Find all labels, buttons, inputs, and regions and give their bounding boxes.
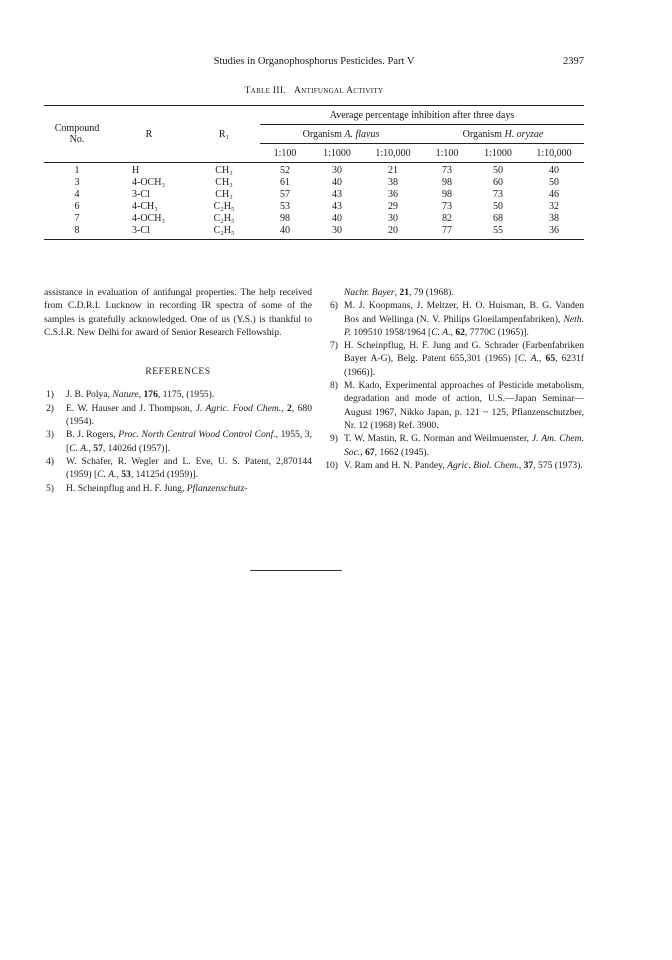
cell-inhibition-value: 29 xyxy=(388,201,398,212)
right-column xyxy=(318,286,584,472)
header-dilution: 1:1000 xyxy=(310,144,364,163)
cell-inhibition-value: 40 xyxy=(332,213,342,224)
header-dilution: 1:10,000 xyxy=(364,144,422,163)
cell-inhibition-value: 50 xyxy=(493,165,503,176)
cell-inhibition-value: 77 xyxy=(422,225,472,240)
cell-inhibition-value: 43 xyxy=(332,189,342,200)
cell-inhibition-value: 21 xyxy=(388,165,398,176)
cell-compound-no: 8 xyxy=(44,225,110,240)
reference-item: 4) W. Schafer, R. Wegler and L. Eve, U. S. Patent, 2,870144 (1959) [C. A., 53, 14125d (1959)]. xyxy=(46,455,312,481)
cell-inhibition-value: 60 xyxy=(493,177,503,188)
table-row xyxy=(44,201,584,213)
cell-r1: C₂H₅ xyxy=(213,201,235,212)
reference-item: 8) M. Kado, Experimental approaches of Pesticide metabolism, degradation and mode of action, U.S.—Japan Seminar—August 1967, Nikko Japan, p. 121 ~ 125, Pflanzenschutzber, Nr. 12 (1968) Ref. 3900. xyxy=(330,380,584,431)
table-caption xyxy=(44,86,584,96)
cell-inhibition-value: 40 xyxy=(260,225,310,240)
reference-item: 5) H. Scheinpflug and H. F. Jung, Pflanzenschutz- xyxy=(46,482,248,494)
cell-inhibition-value: 43 xyxy=(332,201,342,212)
cell-inhibition-value: 20 xyxy=(364,225,422,240)
header-dilution: 1:100 xyxy=(422,144,472,163)
cell-inhibition-value: 61 xyxy=(280,177,290,188)
cell-compound-no: 4 xyxy=(74,189,80,200)
header-organism-flavus: Organism A. flavus xyxy=(260,125,422,144)
cell-compound-no: 3 xyxy=(74,177,80,188)
references-heading: REFERENCES xyxy=(145,366,211,378)
table-row xyxy=(44,189,584,201)
header-dilution: 1:1000 xyxy=(472,144,524,163)
cell-inhibition-value: 50 xyxy=(549,177,559,188)
header-average-inhibition: Average percentage inhibition after three days xyxy=(260,106,584,125)
cell-inhibition-value: 57 xyxy=(280,189,290,200)
cell-inhibition-value: 50 xyxy=(493,201,503,212)
reference-item: 7) H. Scheinpflug, H. F. Jung and G. Schrader (Farbenfabriken Bayer A-G), Belg. Patent 655,301 (1965) [C. A., 65, 6231f (1966)]. xyxy=(330,340,585,378)
cell-inhibition-value: 52 xyxy=(280,165,290,176)
cell-inhibition-value: 73 xyxy=(442,201,452,212)
cell-inhibition-value: 68 xyxy=(493,213,503,224)
cell-r1: CH₃ xyxy=(215,189,233,200)
cell-inhibition-value: 40 xyxy=(332,177,342,188)
cell-inhibition-value: 30 xyxy=(332,165,342,176)
table-caption-prefix: Table III. xyxy=(244,86,286,96)
cell-inhibition-value: 55 xyxy=(472,225,524,240)
cell-inhibition-value: 73 xyxy=(442,165,452,176)
table-row xyxy=(44,225,584,240)
cell-inhibition-value: 40 xyxy=(549,165,559,176)
end-of-article-rule xyxy=(250,570,342,571)
page-header xyxy=(44,56,584,70)
cell-inhibition-value: 98 xyxy=(442,177,452,188)
reference-item: 1) J. B. Polya, Nature, 176, 1175, (1955). xyxy=(46,389,215,401)
reference-item: 10) V. Ram and H. N. Pandey, Agric. Biol. Chem., 37, 575 (1973). xyxy=(325,459,583,471)
table-caption-title: Antifungal Activity xyxy=(294,86,384,96)
cell-inhibition-value: 98 xyxy=(280,213,290,224)
reference-item: 2) E. W. Hauser and J. Thompson, J. Agric. Food Chem., 2, 680 (1954). xyxy=(46,402,312,428)
cell-inhibition-value: 30 xyxy=(388,213,398,224)
running-title: Studies in Organophosphorus Pesticides. Part V xyxy=(213,56,415,67)
cell-r1: CH₃ xyxy=(215,165,233,176)
page-number: 2397 xyxy=(563,56,584,67)
cell-r: 4-OCH₃ xyxy=(132,177,165,188)
header-dilution: 1:100 xyxy=(260,144,310,163)
acknowledgement-paragraph: assistance in evaluation of antifungal properties. The help received from C.D.R.I. Lucknow in recording IR spectra of some of the samples is gratefully acknowledged. One of us (Y.S.) is thankful to C.S.I.R. New Delhi for award of Senior Research Fellowship. xyxy=(44,287,312,338)
cell-r: H xyxy=(132,165,140,176)
header-organism-oryzae: Organism H. oryzae xyxy=(422,125,584,144)
cell-r: 4-CH₃ xyxy=(132,201,158,212)
cell-inhibition-value: 36 xyxy=(388,189,398,200)
cell-inhibition-value: 36 xyxy=(524,225,584,240)
antifungal-activity-table xyxy=(44,105,584,240)
cell-compound-no: 7 xyxy=(74,213,80,224)
reference-item: 3) B. J. Rogers, Proc. North Central Wood Control Conf., 1955, 3, [C. A., 57, 14026d (1957)]. xyxy=(46,429,313,454)
cell-inhibition-value: 38 xyxy=(388,177,398,188)
cell-r1: C₂H₅ xyxy=(213,213,235,224)
header-r: R xyxy=(110,106,188,163)
header-r1: R₁ xyxy=(188,106,260,163)
cell-compound-no: 6 xyxy=(74,201,80,212)
cell-r1: C₂H₅ xyxy=(188,225,260,240)
header-dilution: 1:10,000 xyxy=(524,144,584,163)
cell-r1: CH₃ xyxy=(215,177,233,188)
cell-inhibition-value: 73 xyxy=(493,189,503,200)
cell-inhibition-value: 38 xyxy=(549,213,559,224)
cell-inhibition-value: 46 xyxy=(549,189,559,200)
reference-item: 6) M. J. Koopmans, J. Meltzer, H. O. Huisman, B. G. Vanden Bos and Wellinga (N. V. Philips Gloeilampenfabriken), Neth. P. 109510 1958/1964 [C. A., 62, 7770C (1965)]. xyxy=(330,300,584,338)
cell-r: 3-Cl xyxy=(132,189,150,200)
cell-r: 4-OCH₃ xyxy=(132,213,165,224)
cell-inhibition-value: 82 xyxy=(442,213,452,224)
cell-inhibition-value: 98 xyxy=(442,189,452,200)
cell-r: 3-Cl xyxy=(110,225,188,240)
table-row xyxy=(44,177,584,189)
reference-item: 9) T. W. Mastin, R. G. Norman and Weilmuenster, J. Am. Chem. Soc., 67, 1662 (1945). xyxy=(330,433,584,458)
table-body xyxy=(44,163,584,240)
header-compound-no: Compound No. xyxy=(44,106,110,163)
cell-inhibition-value: 53 xyxy=(280,201,290,212)
cell-compound-no: 1 xyxy=(74,165,80,176)
table-row xyxy=(44,163,584,178)
reference-continuation: Nachr. Bayer, 21, 79 (1968). xyxy=(344,287,454,298)
left-column xyxy=(44,286,312,495)
cell-inhibition-value: 32 xyxy=(549,201,559,212)
cell-inhibition-value: 30 xyxy=(310,225,364,240)
table-row xyxy=(44,213,584,225)
